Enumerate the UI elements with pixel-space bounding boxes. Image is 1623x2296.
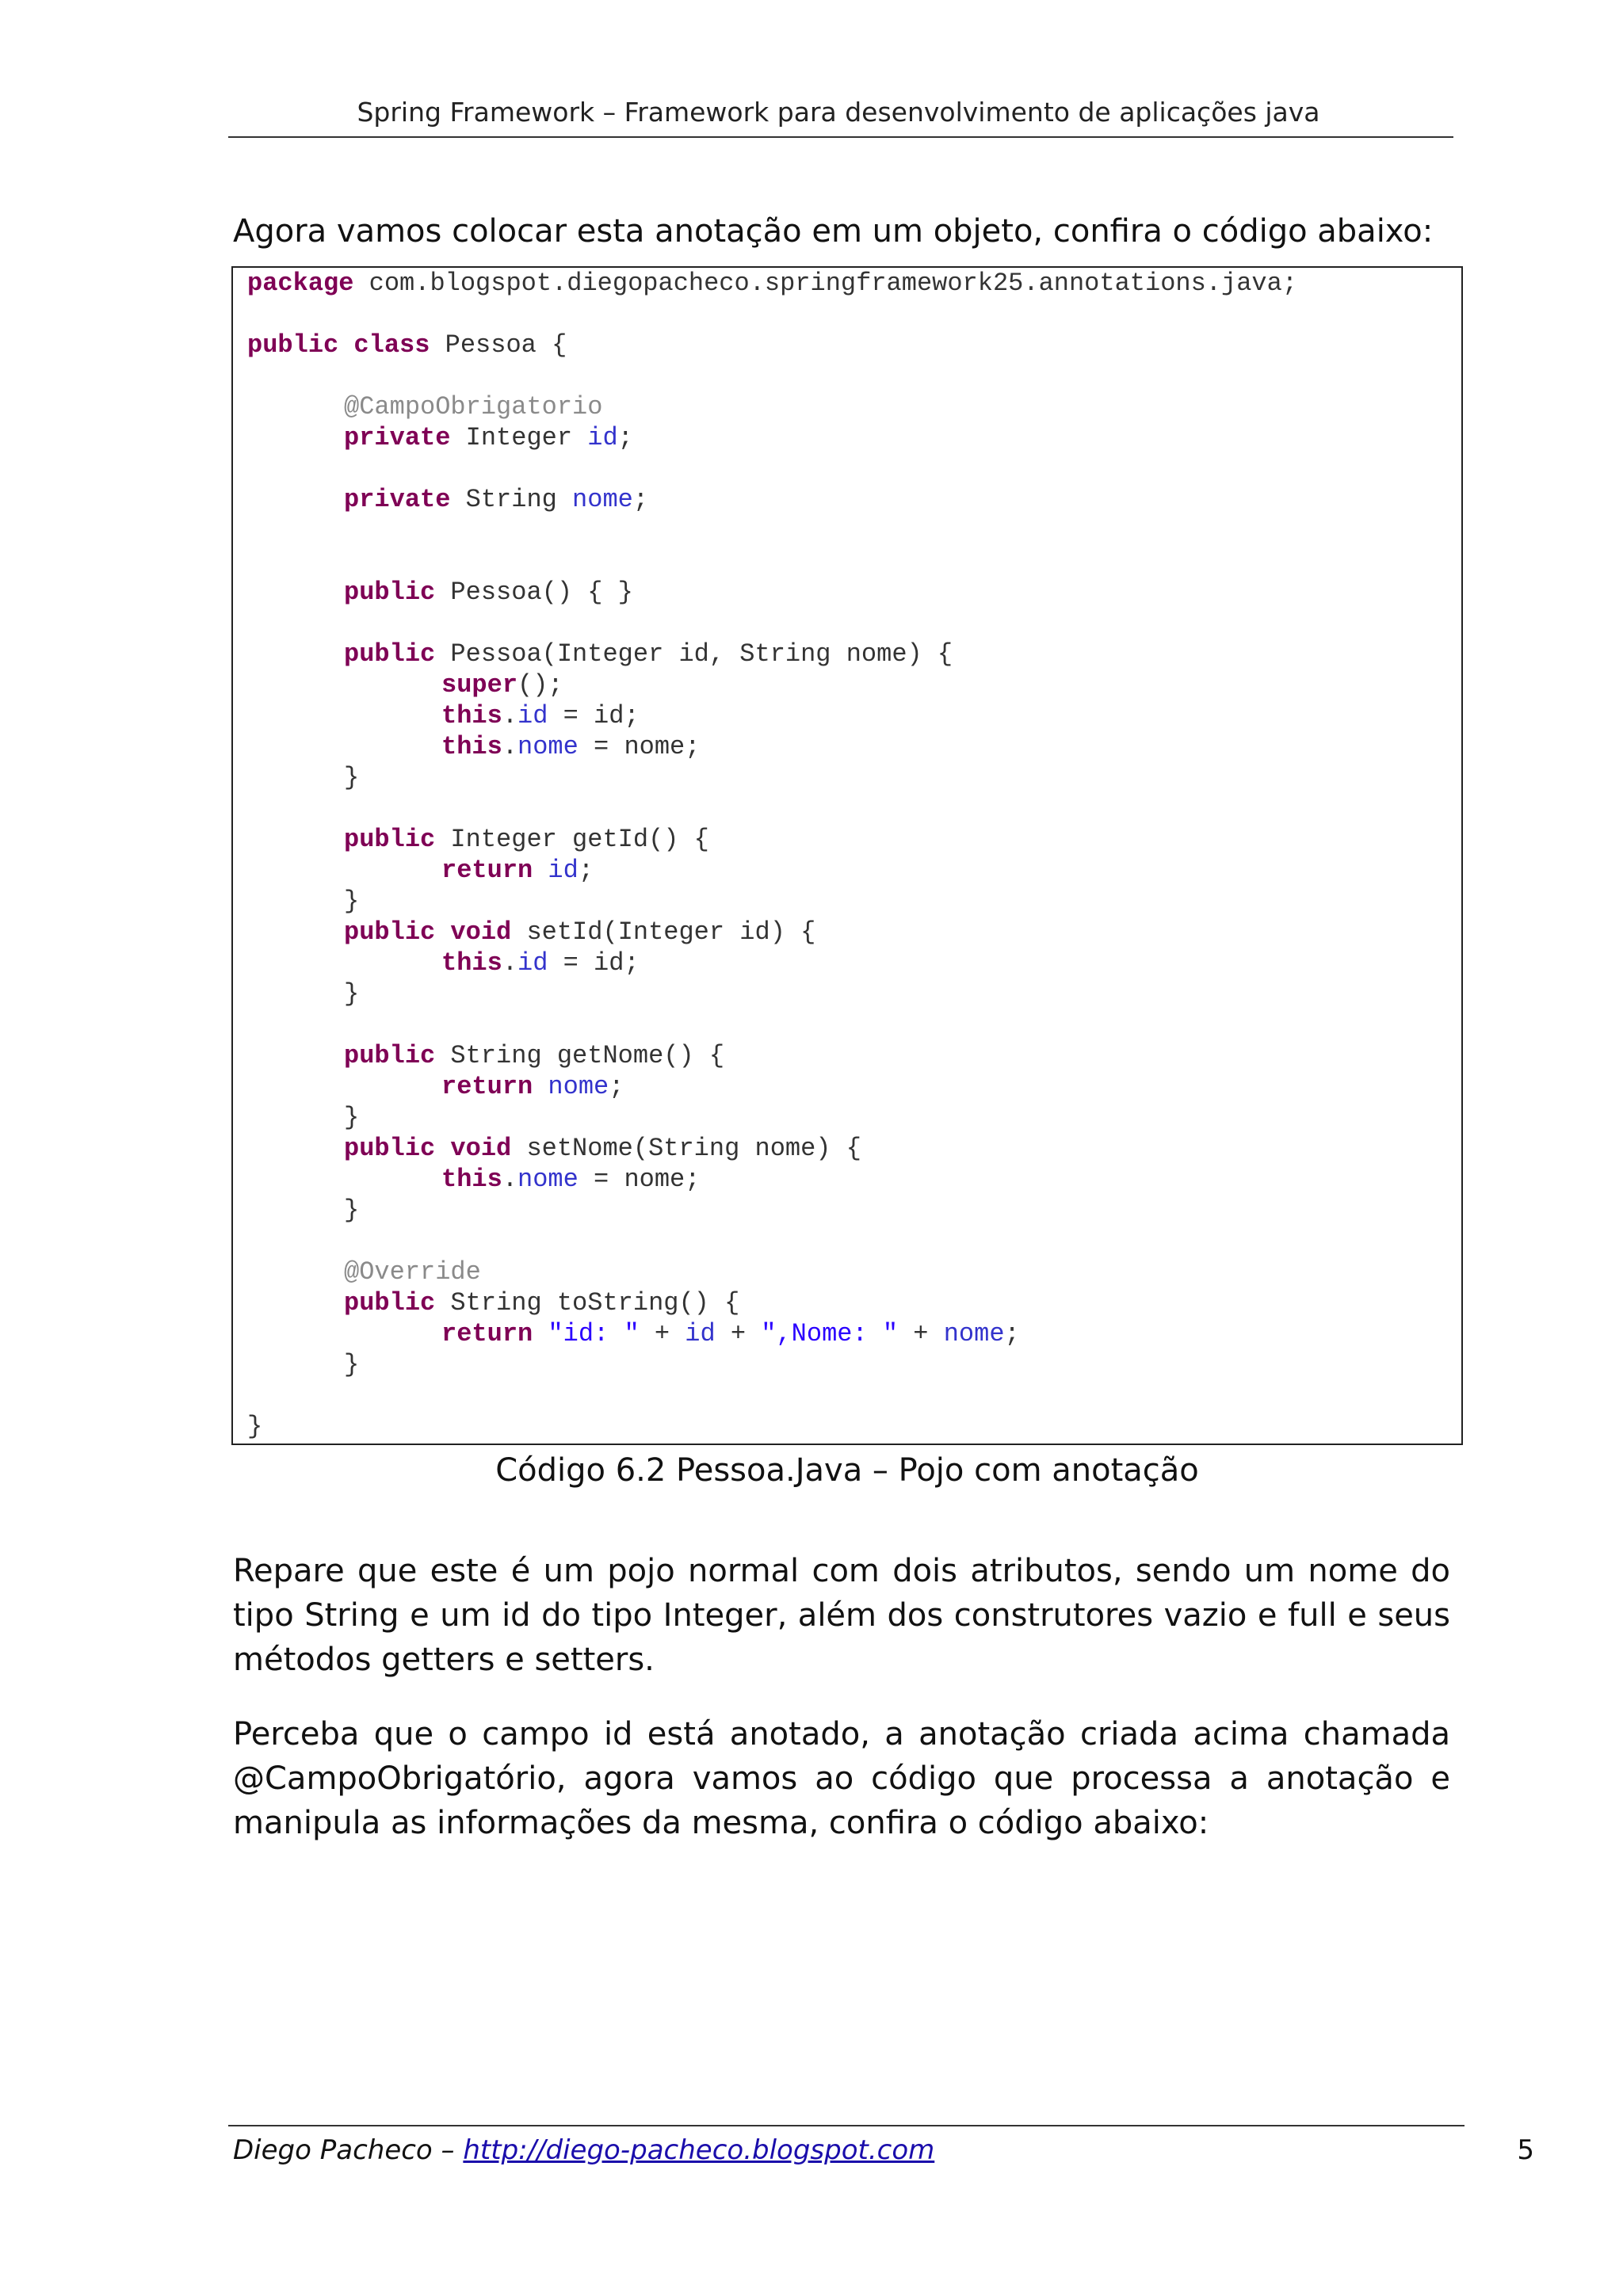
code-text: Pessoa { — [430, 330, 567, 360]
code-text: setNome(String nome) { — [511, 1134, 861, 1163]
footer-rule — [228, 2125, 1465, 2126]
code-keyword: class — [353, 330, 430, 360]
code-keyword: private — [344, 423, 451, 452]
code-keyword: this — [441, 732, 502, 761]
code-text: = nome; — [578, 1165, 701, 1194]
code-text: + — [639, 1319, 685, 1348]
code-field: nome — [517, 732, 579, 761]
code-keyword: public — [344, 825, 436, 854]
code-text: ; — [617, 423, 633, 452]
code-string: ",Nome: " — [761, 1319, 899, 1348]
code-text: Pessoa(Integer id, String nome) { — [435, 639, 953, 669]
code-line-assign-id — [441, 700, 640, 731]
code-text: } — [344, 763, 360, 792]
code-caption: Código 6.2 Pessoa.Java – Pojo com anotação — [495, 1452, 1199, 1489]
code-listing — [231, 266, 1463, 1445]
code-text: = nome; — [578, 732, 701, 761]
code-text — [533, 1072, 548, 1101]
code-field: id — [548, 856, 579, 885]
code-text: } — [344, 887, 360, 916]
code-line-close-brace — [344, 1195, 359, 1226]
code-text: ; — [578, 856, 594, 885]
code-line-package — [247, 268, 1297, 299]
code-field: id — [685, 1319, 716, 1348]
code-text: . — [502, 701, 518, 730]
code-field: id — [587, 423, 618, 452]
code-keyword: super — [441, 670, 518, 700]
code-line-annotation-campo-obrigatorio — [344, 391, 602, 422]
code-line-close-class — [247, 1411, 262, 1442]
code-text: ; — [1004, 1319, 1020, 1348]
code-keyword: public — [344, 639, 436, 669]
code-keyword: public — [344, 1041, 436, 1070]
code-annotation: @Override — [344, 1257, 481, 1287]
code-text: . — [502, 732, 518, 761]
code-line-close-brace — [344, 886, 359, 917]
code-line-return-string — [441, 1318, 1020, 1349]
code-keyword: package — [247, 269, 354, 298]
code-line-close-brace — [344, 978, 359, 1009]
code-keyword: this — [441, 701, 502, 730]
code-line-return-id — [441, 855, 594, 886]
code-line-super-call — [441, 669, 563, 700]
code-line-assign-nome — [441, 1164, 700, 1195]
code-text: (); — [517, 670, 563, 700]
header-rule — [228, 136, 1453, 138]
code-line-default-constructor — [344, 577, 633, 608]
code-text: Pessoa() { } — [435, 578, 633, 607]
code-text: String getNome() { — [435, 1041, 725, 1070]
code-keyword: return — [441, 856, 533, 885]
code-line-close-brace — [344, 762, 359, 793]
code-text: . — [502, 1165, 518, 1194]
code-text: } — [344, 1196, 360, 1225]
code-line-annotation-override — [344, 1257, 481, 1287]
code-line-to-string — [344, 1287, 739, 1318]
code-text: + — [715, 1319, 762, 1348]
code-line-set-id — [344, 917, 815, 948]
code-text: } — [344, 1350, 360, 1379]
code-text — [533, 856, 548, 885]
code-line-assign-id — [441, 948, 640, 978]
code-keyword: this — [441, 1165, 502, 1194]
code-text: String — [450, 485, 573, 514]
code-text: ; — [609, 1072, 624, 1101]
code-text: } — [344, 1103, 360, 1132]
code-line-get-id — [344, 824, 709, 855]
code-field: nome — [517, 1165, 579, 1194]
code-text: Integer getId() { — [435, 825, 709, 854]
code-keyword: public — [247, 330, 339, 360]
intro-paragraph: Agora vamos colocar esta anotação em um objeto, confira o código abaixo: — [233, 213, 1434, 250]
body-paragraph-1: Repare que este é um pojo normal com dois atributos, sendo um nome do tipo String e um id do tipo Integer, além dos construtores vazio e full e seus métodos getters e setters. — [233, 1553, 1450, 1678]
code-keyword: this — [441, 948, 502, 978]
code-keyword: public — [344, 1288, 436, 1318]
code-text: + — [898, 1319, 944, 1348]
code-line-close-brace — [344, 1349, 359, 1380]
code-line-class-declaration — [247, 330, 567, 360]
code-line-get-nome — [344, 1040, 724, 1071]
footer-author — [233, 2133, 934, 2168]
code-text: setId(Integer id) { — [511, 917, 816, 947]
code-text: . — [502, 948, 518, 978]
code-text: = id; — [548, 948, 640, 978]
code-text: = id; — [548, 701, 640, 730]
footer-blog-link[interactable]: http://diego-pacheco.blogspot.com — [463, 2134, 935, 2166]
code-text: ; — [632, 485, 649, 514]
code-keyword: void — [450, 917, 512, 947]
code-keyword: public — [344, 1134, 436, 1163]
code-field: nome — [572, 485, 633, 514]
code-line-return-nome — [441, 1071, 624, 1102]
code-text: Integer — [450, 423, 588, 452]
code-field: id — [517, 948, 548, 978]
code-keyword: void — [450, 1134, 512, 1163]
code-field: nome — [943, 1319, 1005, 1348]
code-line-set-nome — [344, 1133, 861, 1164]
body-paragraph-2: Perceba que o campo id está anotado, a anotação criada acima chamada @CampoObrigatório, agora vamos ao código que processa a anotação e manipula as informações da mesma, confira o código abaixo: — [233, 1716, 1450, 1841]
code-keyword: public — [344, 578, 436, 607]
code-annotation: @CampoObrigatorio — [344, 392, 603, 421]
code-text: String toString() { — [435, 1288, 740, 1318]
page-number: 5 — [1517, 2134, 1534, 2166]
code-line-close-brace — [344, 1102, 359, 1133]
code-line-full-constructor — [344, 639, 953, 669]
code-keyword: return — [441, 1072, 533, 1101]
code-text: } — [344, 979, 360, 1009]
code-line-field-id — [344, 422, 633, 453]
code-keyword: private — [344, 485, 451, 514]
code-string: "id: " — [548, 1319, 640, 1348]
code-keyword: public — [344, 917, 436, 947]
code-field: nome — [548, 1072, 609, 1101]
code-text: } — [247, 1412, 263, 1441]
running-header: Spring Framework – Framework para desenvolvimento de aplicações java — [357, 97, 1320, 128]
footer-author-name: Diego Pacheco – — [233, 2134, 464, 2166]
code-keyword: return — [441, 1319, 533, 1348]
code-line-field-nome — [344, 484, 648, 515]
code-line-assign-nome — [441, 731, 700, 762]
code-field: id — [517, 701, 548, 730]
code-text: com.blogspot.diegopacheco.springframework25.annotations.java; — [353, 269, 1298, 298]
